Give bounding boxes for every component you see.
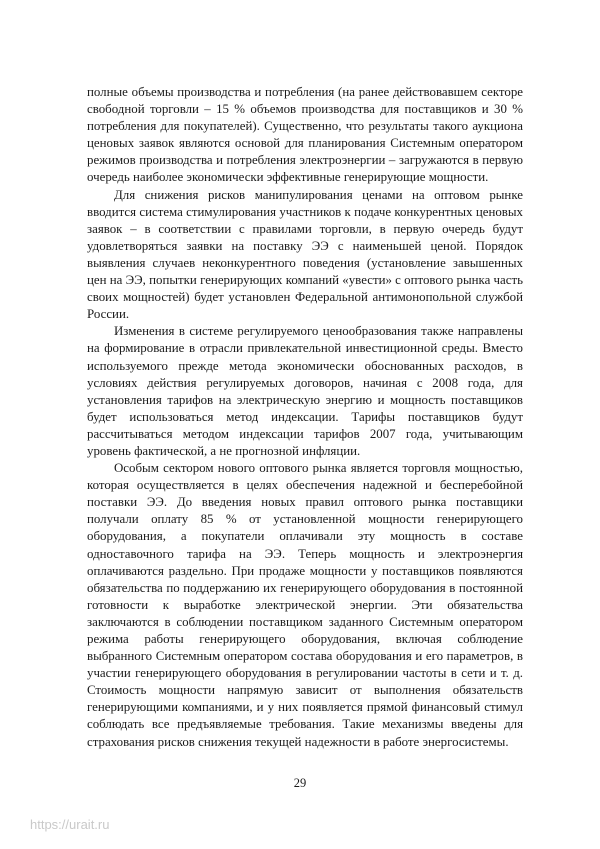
page-number: 29 [293,776,307,790]
paragraph-3: Изменения в системе регулируемого ценообразования также направлены на формирование в отрасли привлекательной инвестиционной среды. Вместо используемого прежде метода экономически обоснованных расходов, в условиях действия регулируемых договоров, начиная с 2008 года, для установления тарифов на электрическую энергию и мощность поставщиков будет использоваться метод индексации. Тарифы поставщиков будут рассчитываться методом индексации тарифов 2007 года, учитывающим уровень фактической, а не прогнозной инфляции. [87,324,523,458]
source-watermark: https://urait.ru [30,817,110,832]
paragraph-1: полные объемы производства и потребления (на ранее действовавшем секторе свободной торговли – 15 % объемов производства для поставщиков и 30 % потребления для покупателей). Существенно, что результаты такого аукциона ценовых заявок являются основой для планирования Системным оператором режимов производства и потребления электроэнергии – загружаются в первую очередь наиболее экономически эффективные генерирующие мощности. [87,85,523,185]
paragraph-4: Особым сектором нового оптового рынка является торговля мощностью, которая осуществляется в целях обеспечения надежной и бесперебойной поставки ЭЭ. До введения новых правил оптового рынка поставщики получали оплату 85 % от установленной мощности генерирующего оборудования, а покупатели оплачивали эту мощность в составе одноставочного тарифа на ЭЭ. Теперь мощность и электроэнергия оплачиваются раздельно. При продаже мощности у поставщиков появляются обязательства по поддержанию их генерирующего оборудования в постоянной готовности к выработке электрической энергии. Эти обязательства заключаются в соблюдении поставщиком заданного Системным оператором режима работы генерирующего оборудования, включая соблюдение выбранного Системным оператором состава оборудования и его параметров, в участии генерирующего оборудования в регулировании частоты в сети и т. д. Стоимость мощности напрямую зависит от выполнения обязательств генерирующими компаниями, и у них появляется прямой финансовый стимул соблюдать все предъявляемые требования. Такие механизмы введены для страхования рисков снижения текущей надежности в работе энергосистемы. [87,461,523,749]
paragraph-2: Для снижения рисков манипулирования ценами на оптовом рынке вводится система стимулирования участников к подаче конкурентных ценовых заявок – в соответствии с правилами торговли, в первую очередь будут удовлетворяться заявки на поставку ЭЭ с наименьшей ценой. Порядок выявления случаев неконкурентного поведения (установление завышенных цен на ЭЭ, попытки генерирующих компаний «увести» с оптового рынка часть своих мощностей) будет установлен Федеральной антимонопольной службой России. [87,187,523,322]
page-body [87,84,523,751]
